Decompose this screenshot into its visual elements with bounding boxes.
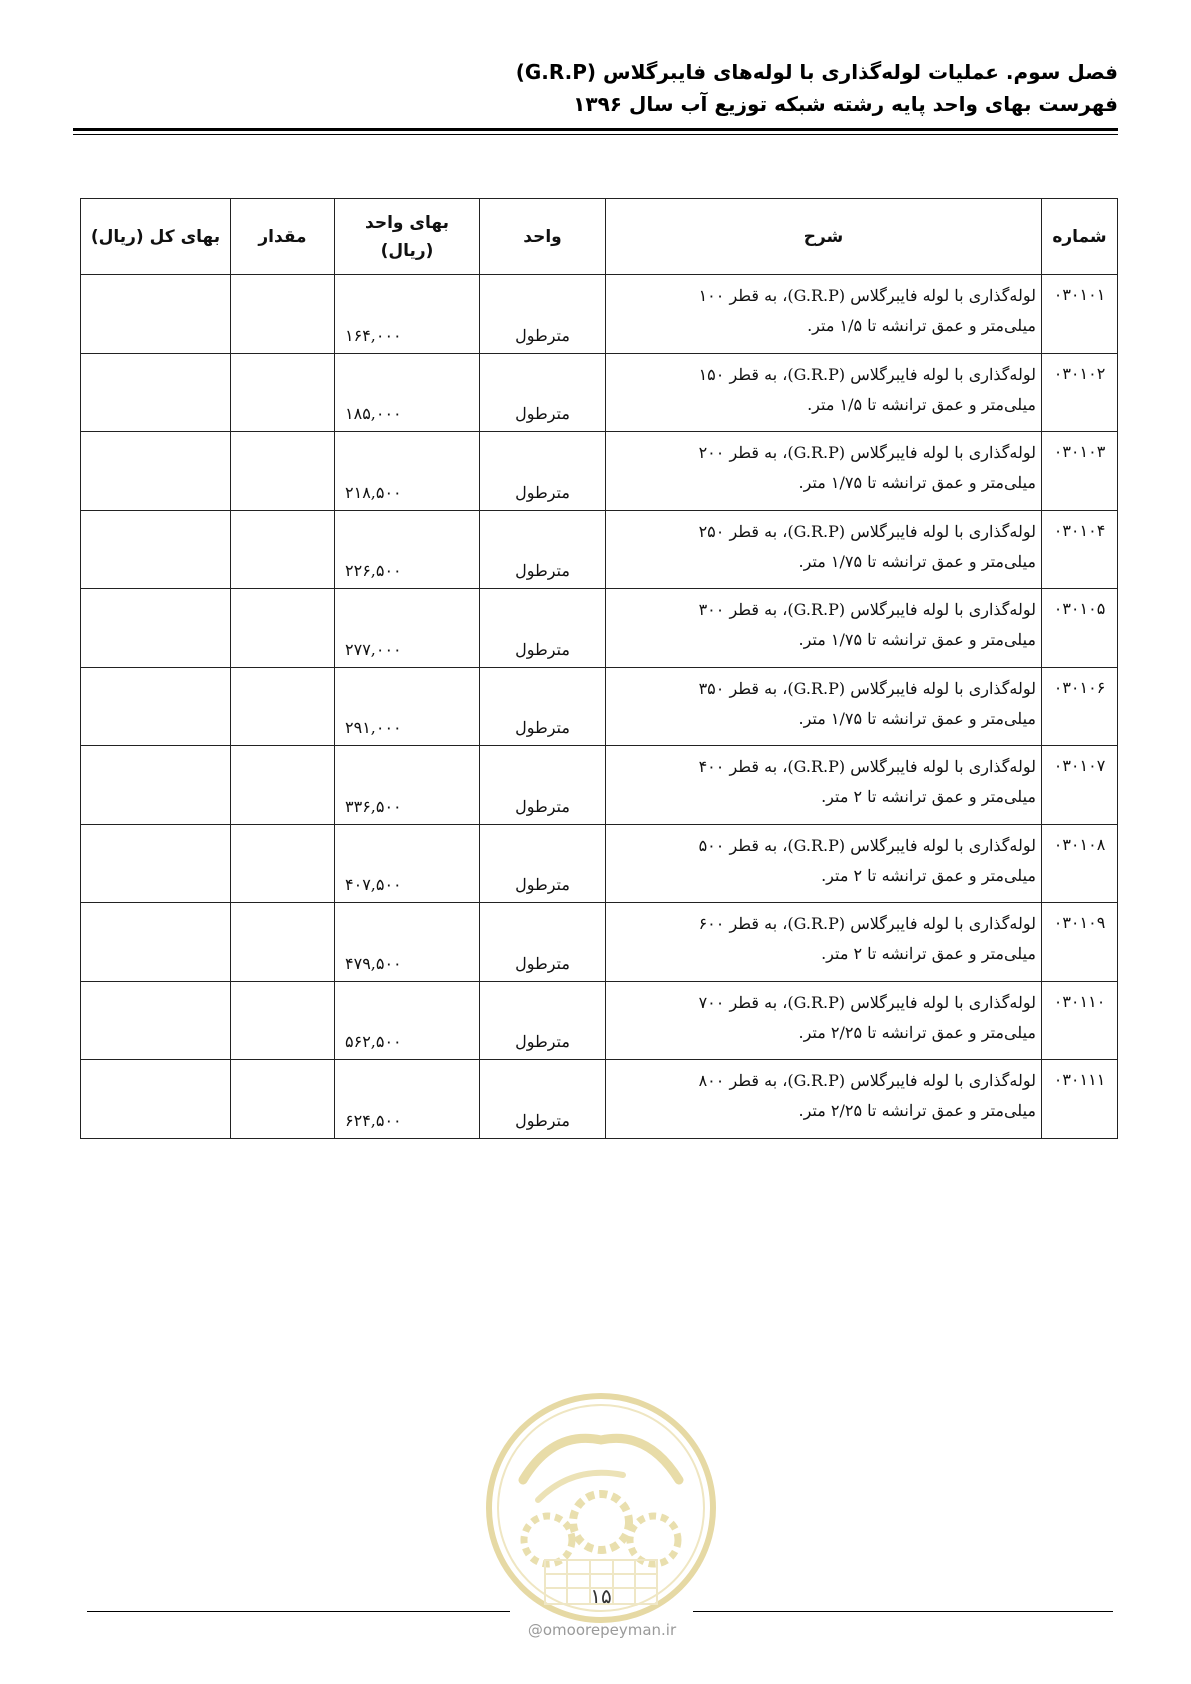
item-description xyxy=(606,1060,1042,1139)
description-line: میلی‌متر و عمق ترانشه تا ۲/۲۵ متر. xyxy=(798,1101,1036,1120)
footer-rule-left xyxy=(693,1611,1113,1612)
item-description xyxy=(606,353,1042,432)
description-line: میلی‌متر و عمق ترانشه تا ۲ متر. xyxy=(821,944,1036,963)
description-line: لوله‌گذاری با لوله فایبرگلاس (G.R.P)، به قطر ۱۰۰ xyxy=(698,286,1036,305)
watermark-url: @omoorepeyman.ir xyxy=(527,1621,677,1639)
item-quantity xyxy=(231,667,335,746)
item-description xyxy=(606,432,1042,511)
description-line: میلی‌متر و عمق ترانشه تا ۱/۷۵ متر. xyxy=(798,630,1036,649)
item-unit-price: ۴۰۷,۵۰۰ xyxy=(335,824,480,903)
table-row xyxy=(81,667,1118,746)
description-line: لوله‌گذاری با لوله فایبرگلاس (G.R.P)، به قطر ۲۵۰ xyxy=(698,521,1036,541)
item-unit: مترطول xyxy=(480,432,606,511)
item-unit-price: ۴۷۹,۵۰۰ xyxy=(335,903,480,982)
description-line: لوله‌گذاری با لوله فایبرگلاس (G.R.P)، به قطر ۴۰۰ xyxy=(698,757,1036,776)
item-unit-price: ۵۶۲,۵۰۰ xyxy=(335,981,480,1060)
table-row xyxy=(81,353,1118,432)
item-unit-price: ۱۸۵,۰۰۰ xyxy=(335,353,480,432)
item-total xyxy=(81,981,231,1060)
item-description xyxy=(606,510,1042,589)
item-unit-price: ۲۲۶,۵۰۰ xyxy=(335,510,480,589)
item-unit-price: ۲۱۸,۵۰۰ xyxy=(335,432,480,511)
item-quantity xyxy=(231,589,335,668)
item-description xyxy=(606,589,1042,668)
item-total xyxy=(81,824,231,903)
description-line: میلی‌متر و عمق ترانشه تا ۱/۷۵ متر. xyxy=(798,551,1036,571)
item-quantity xyxy=(231,746,335,825)
item-total xyxy=(81,353,231,432)
item-code: ۰۳۰۱۰۱ xyxy=(1042,275,1118,354)
footer-rule-right xyxy=(87,1611,510,1612)
item-description xyxy=(606,824,1042,903)
item-description xyxy=(606,903,1042,982)
item-quantity xyxy=(231,981,335,1060)
item-unit: مترطول xyxy=(480,1060,606,1139)
item-unit: مترطول xyxy=(480,746,606,825)
header-rule-thick xyxy=(73,128,1118,131)
item-code: ۰۳۰۱۰۵ xyxy=(1042,589,1118,668)
description-line: میلی‌متر و عمق ترانشه تا ۱/۵ متر. xyxy=(807,316,1036,335)
item-total xyxy=(81,746,231,825)
item-code: ۰۳۰۱۱۱ xyxy=(1042,1060,1118,1139)
table-row xyxy=(81,1060,1118,1139)
header-description: شرح xyxy=(606,199,1042,275)
price-list-table xyxy=(80,198,1118,1139)
table-row xyxy=(81,510,1118,589)
header-quantity: مقدار xyxy=(231,199,335,275)
header-rule-thin xyxy=(73,134,1118,135)
item-total xyxy=(81,432,231,511)
item-unit: مترطول xyxy=(480,667,606,746)
item-unit-price: ۳۳۶,۵۰۰ xyxy=(335,746,480,825)
header-total: بهای کل (ریال) xyxy=(81,199,231,275)
header-unit-price xyxy=(335,199,480,275)
item-unit-price: ۶۲۴,۵۰۰ xyxy=(335,1060,480,1139)
item-unit: مترطول xyxy=(480,510,606,589)
item-quantity xyxy=(231,824,335,903)
table-row xyxy=(81,275,1118,354)
chapter-title: فصل سوم. عملیات لوله‌گذاری با لوله‌های فایبرگلاس (G.R.P) xyxy=(515,60,1118,84)
item-code: ۰۳۰۱۰۲ xyxy=(1042,353,1118,432)
table-row xyxy=(81,589,1118,668)
header-unit: واحد xyxy=(480,199,606,275)
description-line: لوله‌گذاری با لوله فایبرگلاس (G.R.P)، به قطر ۳۰۰ xyxy=(698,600,1036,619)
item-unit-price: ۲۹۱,۰۰۰ xyxy=(335,667,480,746)
item-description xyxy=(606,746,1042,825)
description-line: لوله‌گذاری با لوله فایبرگلاس (G.R.P)، به قطر ۶۰۰ xyxy=(698,914,1036,933)
header-code: شماره xyxy=(1042,199,1118,275)
item-unit: مترطول xyxy=(480,903,606,982)
item-code: ۰۳۰۱۰۴ xyxy=(1042,510,1118,589)
header-unit-price-currency: (ریال) xyxy=(380,240,434,261)
table-row xyxy=(81,432,1118,511)
item-description xyxy=(606,981,1042,1060)
document-title: فهرست بهای واحد پایه رشته شبکه توزیع آب سال ۱۳۹۶ xyxy=(573,92,1118,116)
header-unit-price-label: بهای واحد xyxy=(365,212,449,233)
page-header xyxy=(73,56,1118,120)
description-line: لوله‌گذاری با لوله فایبرگلاس (G.R.P)، به قطر ۳۵۰ xyxy=(698,678,1036,698)
item-quantity xyxy=(231,903,335,982)
table-row xyxy=(81,981,1118,1060)
description-line: میلی‌متر و عمق ترانشه تا ۱/۵ متر. xyxy=(807,394,1036,414)
item-total xyxy=(81,903,231,982)
description-line: لوله‌گذاری با لوله فایبرگلاس (G.R.P)، به قطر ۷۰۰ xyxy=(698,992,1036,1012)
item-total xyxy=(81,275,231,354)
item-unit: مترطول xyxy=(480,589,606,668)
item-unit: مترطول xyxy=(480,353,606,432)
item-unit: مترطول xyxy=(480,981,606,1060)
item-quantity xyxy=(231,275,335,354)
item-quantity xyxy=(231,1060,335,1139)
description-line: لوله‌گذاری با لوله فایبرگلاس (G.R.P)، به قطر ۵۰۰ xyxy=(698,835,1036,855)
table-row xyxy=(81,746,1118,825)
table-header-row xyxy=(81,199,1118,275)
description-line: میلی‌متر و عمق ترانشه تا ۲ متر. xyxy=(821,865,1036,885)
description-line: میلی‌متر و عمق ترانشه تا ۱/۷۵ متر. xyxy=(798,473,1036,492)
item-total xyxy=(81,589,231,668)
item-quantity xyxy=(231,510,335,589)
table-row xyxy=(81,824,1118,903)
item-code: ۰۳۰۱۰۸ xyxy=(1042,824,1118,903)
item-quantity xyxy=(231,353,335,432)
item-quantity xyxy=(231,432,335,511)
item-code: ۰۳۰۱۰۹ xyxy=(1042,903,1118,982)
description-line: میلی‌متر و عمق ترانشه تا ۲ متر. xyxy=(821,787,1036,806)
item-total xyxy=(81,1060,231,1139)
page-number: ۱۵ xyxy=(590,1584,612,1608)
description-line: میلی‌متر و عمق ترانشه تا ۲/۲۵ متر. xyxy=(798,1022,1036,1042)
description-line: لوله‌گذاری با لوله فایبرگلاس (G.R.P)، به قطر ۱۵۰ xyxy=(698,364,1036,384)
item-unit-price: ۱۶۴,۰۰۰ xyxy=(335,275,480,354)
item-total xyxy=(81,667,231,746)
description-line: لوله‌گذاری با لوله فایبرگلاس (G.R.P)، به قطر ۲۰۰ xyxy=(698,443,1036,462)
item-code: ۰۳۰۱۱۰ xyxy=(1042,981,1118,1060)
description-line: لوله‌گذاری با لوله فایبرگلاس (G.R.P)، به قطر ۸۰۰ xyxy=(698,1071,1036,1090)
item-unit: مترطول xyxy=(480,275,606,354)
item-description xyxy=(606,275,1042,354)
item-code: ۰۳۰۱۰۳ xyxy=(1042,432,1118,511)
table-row xyxy=(81,903,1118,982)
item-description xyxy=(606,667,1042,746)
item-code: ۰۳۰۱۰۶ xyxy=(1042,667,1118,746)
description-line: میلی‌متر و عمق ترانشه تا ۱/۷۵ متر. xyxy=(798,708,1036,728)
item-unit-price: ۲۷۷,۰۰۰ xyxy=(335,589,480,668)
item-unit: مترطول xyxy=(480,824,606,903)
item-code: ۰۳۰۱۰۷ xyxy=(1042,746,1118,825)
item-total xyxy=(81,510,231,589)
